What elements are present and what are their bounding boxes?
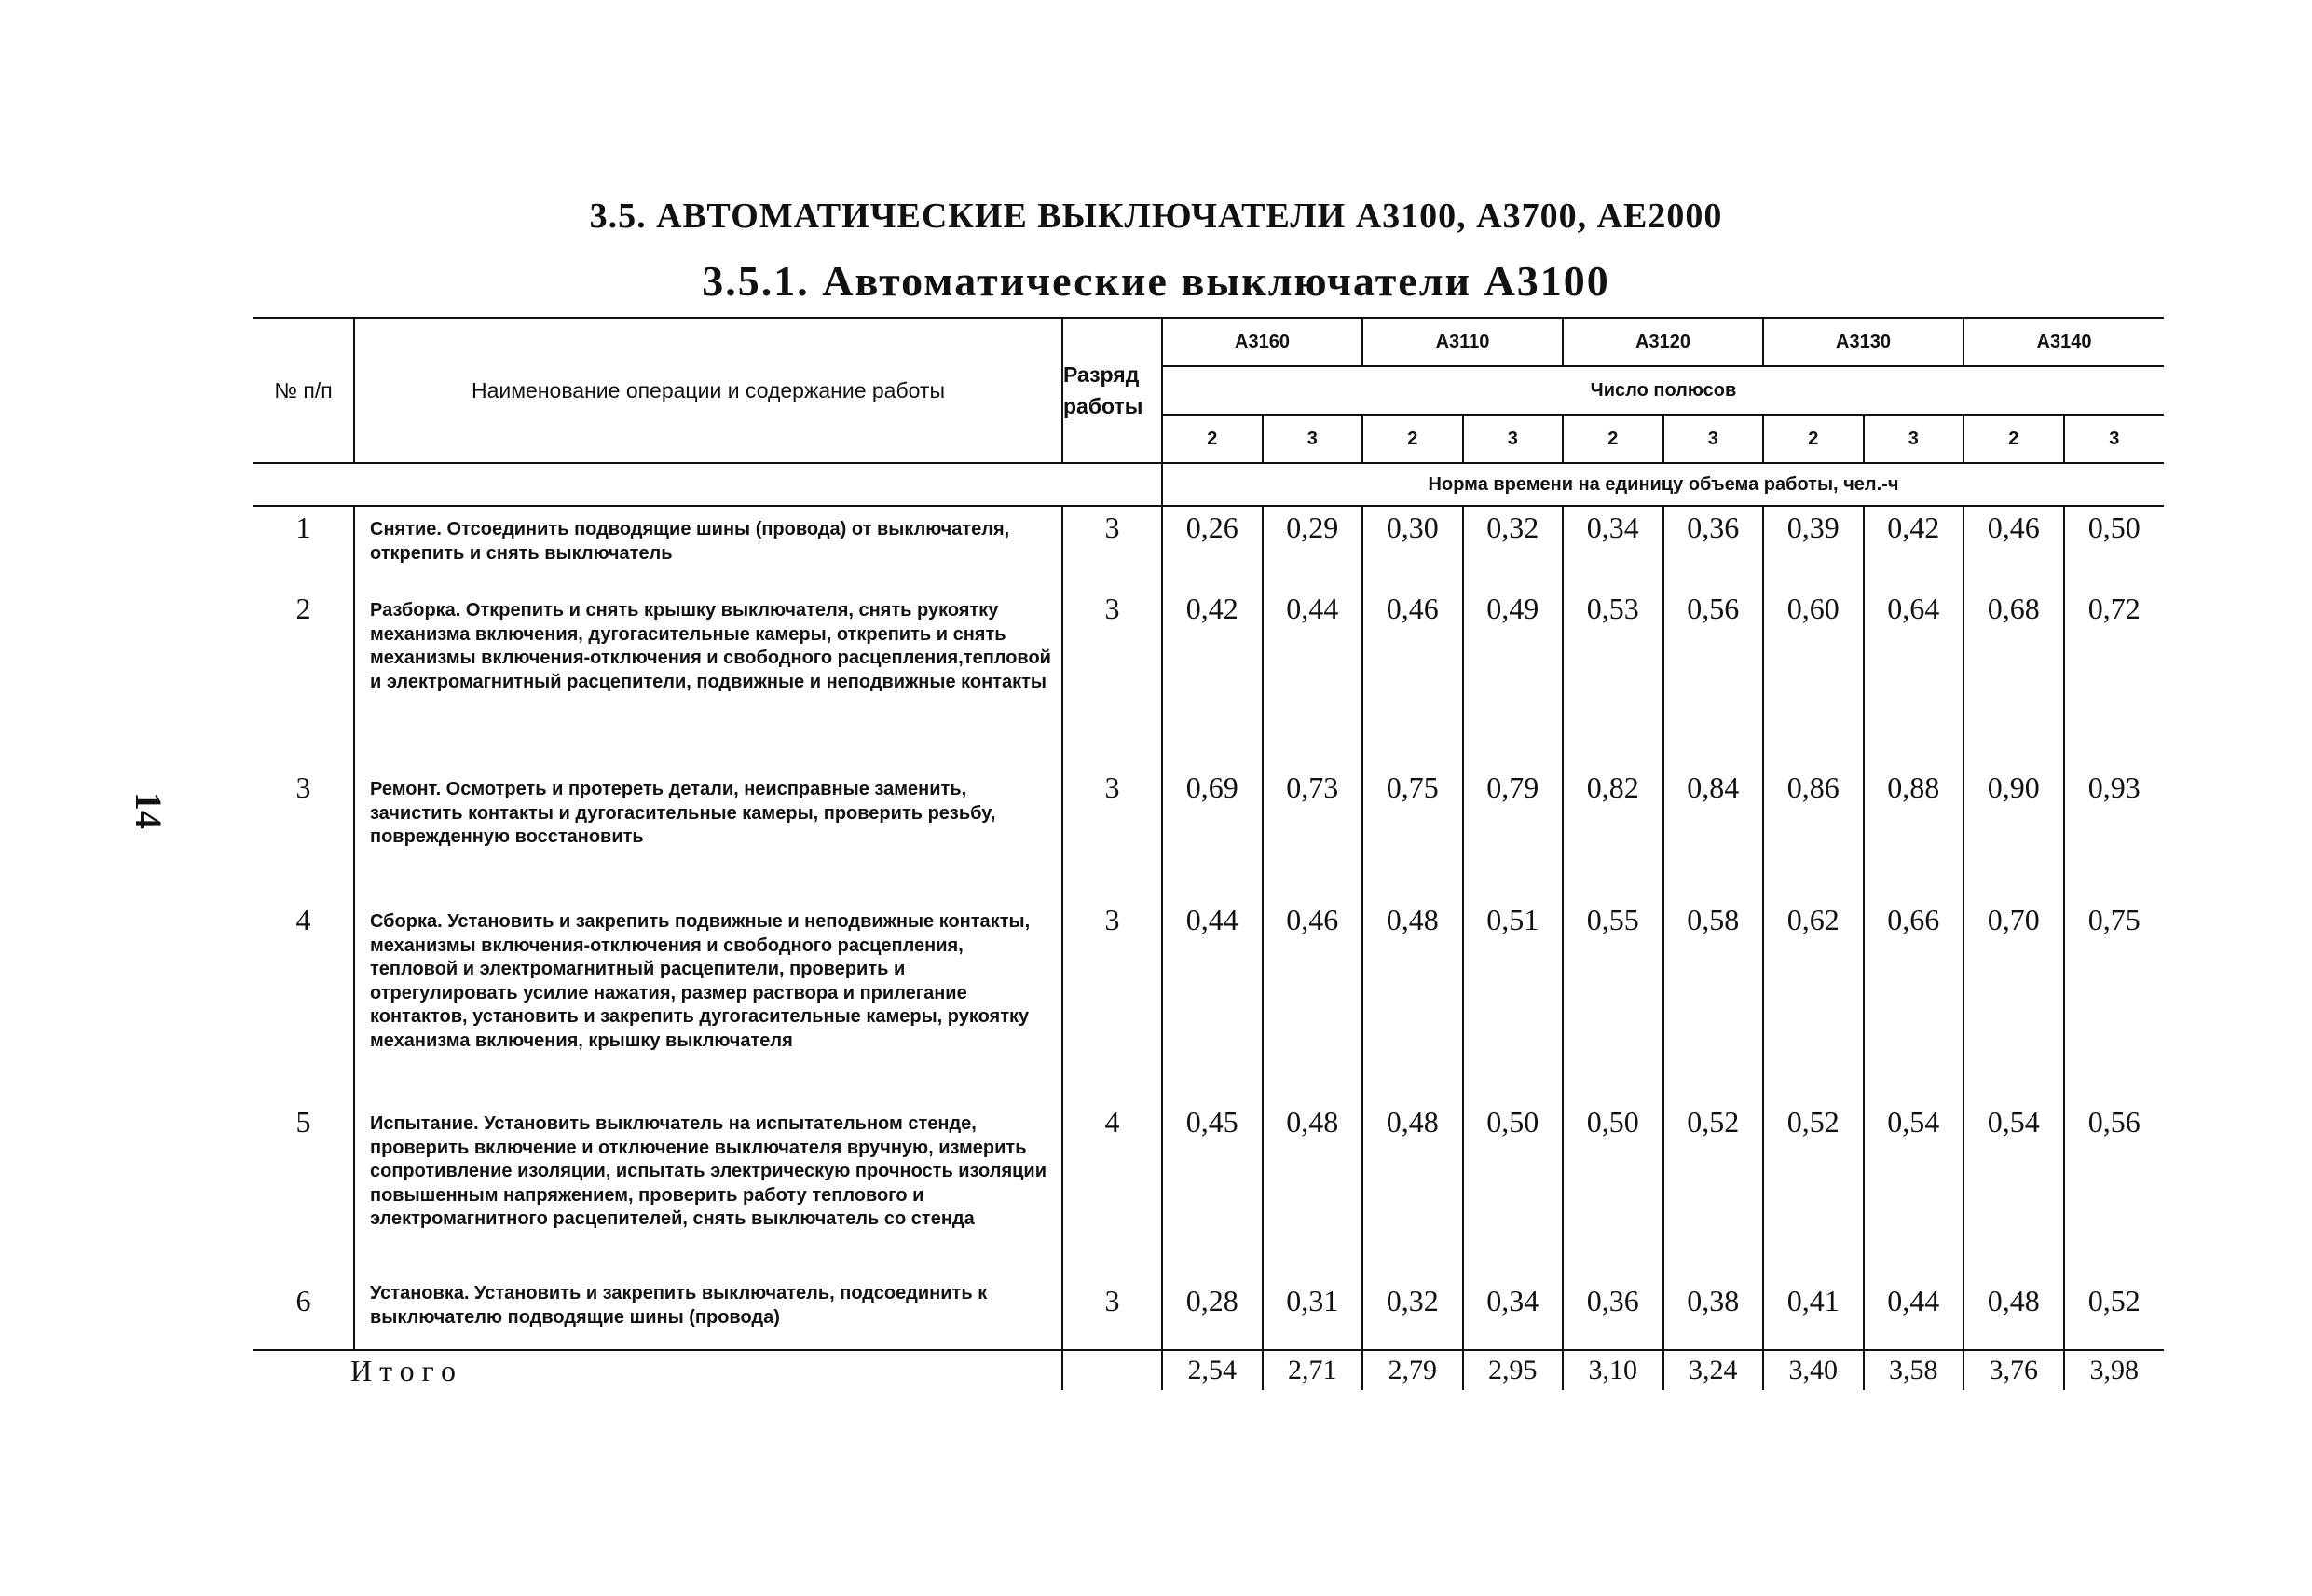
norm-value: 0,60: [1763, 588, 1864, 767]
poles-header: Число полюсов: [1162, 366, 2164, 415]
norm-value: 0,90: [1963, 767, 2064, 899]
norm-value: 0,42: [1864, 506, 1964, 588]
work-grade: 4: [1062, 1101, 1162, 1280]
norm-value: 0,73: [1263, 767, 1363, 899]
norm-value: 0,39: [1763, 506, 1864, 588]
norm-value: 0,55: [1563, 899, 1663, 1101]
norm-value: 0,36: [1563, 1280, 1663, 1350]
poles-count: 3: [1663, 415, 1764, 463]
norm-value: 0,56: [2064, 1101, 2165, 1280]
work-grade: 3: [1062, 767, 1162, 899]
norm-value: 0,48: [1362, 1101, 1463, 1280]
norm-value: 0,70: [1963, 899, 2064, 1101]
norm-value: 0,26: [1162, 506, 1263, 588]
norm-value: 0,29: [1263, 506, 1363, 588]
total-value: 3,10: [1563, 1350, 1663, 1390]
total-value: 2,95: [1463, 1350, 1564, 1390]
norm-value: 0,79: [1463, 767, 1564, 899]
norm-value: 0,50: [2064, 506, 2165, 588]
table-row: [253, 767, 2164, 899]
operation-description: Ремонт. Осмотреть и протереть детали, неисправные заменить, зачистить контакты и дугогасительные камеры, проверить резьбу, поврежденную восстановить: [354, 767, 1062, 899]
breaker-header: А3110: [1362, 318, 1563, 366]
operation-description: Снятие. Отсоединить подводящие шины (провода) от выключателя, открепить и снять выключатель: [354, 506, 1062, 588]
norm-value: 0,52: [1763, 1101, 1864, 1280]
norm-value: 0,31: [1263, 1280, 1363, 1350]
total-grade-cell: [1062, 1350, 1162, 1390]
poles-count: 3: [1864, 415, 1964, 463]
header-spacer: [253, 463, 1162, 506]
row-number: 3: [253, 767, 354, 899]
page-number: 14: [128, 792, 171, 829]
norm-value: 0,44: [1263, 588, 1363, 767]
norm-value: 0,56: [1663, 588, 1764, 767]
norm-value: 0,38: [1663, 1280, 1764, 1350]
norm-value: 0,75: [1362, 767, 1463, 899]
norm-value: 0,34: [1563, 506, 1663, 588]
norm-value: 0,62: [1763, 899, 1864, 1101]
poles-count: 2: [1963, 415, 2064, 463]
work-grade: 3: [1062, 1280, 1162, 1350]
column-header-number: № п/п: [253, 318, 354, 463]
operation-description: Разборка. Открепить и снять крышку выключателя, снять рукоятку механизма включения, дугогасительные камеры, открепить и снять механизмы включения-отключения и свободного расцепления,тепловой и электромагнитный расцепители, подвижные и неподвижные контакты: [354, 588, 1062, 767]
norm-value: 0,53: [1563, 588, 1663, 767]
total-value: 3,76: [1963, 1350, 2064, 1390]
time-norms-table: [253, 317, 2164, 1390]
norm-value: 0,48: [1963, 1280, 2064, 1350]
row-number: 2: [253, 588, 354, 767]
total-value: 2,54: [1162, 1350, 1263, 1390]
work-grade: 3: [1062, 588, 1162, 767]
column-header-grade: Разряд работы: [1062, 318, 1162, 463]
total-label: Итого: [253, 1350, 1062, 1390]
norm-value: 0,50: [1563, 1101, 1663, 1280]
norm-value: 0,28: [1162, 1280, 1263, 1350]
poles-count: 3: [1263, 415, 1363, 463]
norm-value: 0,46: [1963, 506, 2064, 588]
norm-value: 0,50: [1463, 1101, 1564, 1280]
norm-value: 0,86: [1763, 767, 1864, 899]
norm-value: 0,54: [1864, 1101, 1964, 1280]
breaker-header: А3160: [1162, 318, 1362, 366]
norm-value: 0,34: [1463, 1280, 1564, 1350]
total-value: 3,40: [1763, 1350, 1864, 1390]
norm-value: 0,36: [1663, 506, 1764, 588]
operation-description: Испытание. Установить выключатель на испытательном стенде, проверить включение и отключение выключателя вручную, измерить сопротивление изоляции, испытать электрическую прочность изоляции повышенным напряжением, проверить работу теплового и электромагнитного расцепителей, снять выключатель со стенда: [354, 1101, 1062, 1280]
norm-value: 0,58: [1663, 899, 1764, 1101]
breaker-header: А3140: [1963, 318, 2164, 366]
breaker-header: А3120: [1563, 318, 1763, 366]
norm-value: 0,93: [2064, 767, 2165, 899]
norm-value: 0,69: [1162, 767, 1263, 899]
norm-value: 0,84: [1663, 767, 1764, 899]
norm-value: 0,88: [1864, 767, 1964, 899]
norm-value: 0,51: [1463, 899, 1564, 1101]
norm-value: 0,42: [1162, 588, 1263, 767]
section-title: 3.5. АВТОМАТИЧЕСКИЕ ВЫКЛЮЧАТЕЛИ А3100, А3700, АЕ2000: [589, 197, 1723, 236]
table-row: [253, 1280, 2164, 1350]
norm-value: 0,46: [1263, 899, 1363, 1101]
table-row: [253, 588, 2164, 767]
norm-value: 0,75: [2064, 899, 2165, 1101]
norm-value: 0,82: [1563, 767, 1663, 899]
norm-value: 0,41: [1763, 1280, 1864, 1350]
norm-value: 0,54: [1963, 1101, 2064, 1280]
norm-value: 0,66: [1864, 899, 1964, 1101]
operation-description: Сборка. Установить и закрепить подвижные и неподвижные контакты, механизмы включения-отключения и свободного расцепления, тепловой и электромагнитный расцепители, проверить и отрегулировать усилие нажатия, размер раствора и прилегание контактов, установить и закрепить дугогасительные камеры, рукоятку механизма включения, крышку выключателя: [354, 899, 1062, 1101]
total-value: 3,98: [2064, 1350, 2165, 1390]
poles-count: 2: [1362, 415, 1463, 463]
total-row: [253, 1350, 2164, 1390]
work-grade: 3: [1062, 899, 1162, 1101]
poles-count: 2: [1763, 415, 1864, 463]
norm-value: 0,48: [1263, 1101, 1363, 1280]
norm-value: 0,32: [1463, 506, 1564, 588]
row-number: 5: [253, 1101, 354, 1280]
norm-value: 0,48: [1362, 899, 1463, 1101]
norm-value: 0,52: [2064, 1280, 2165, 1350]
norm-value: 0,49: [1463, 588, 1564, 767]
row-number: 1: [253, 506, 354, 588]
norm-value: 0,46: [1362, 588, 1463, 767]
poles-count: 3: [1463, 415, 1564, 463]
norm-value: 0,30: [1362, 506, 1463, 588]
norm-value: 0,45: [1162, 1101, 1263, 1280]
norm-value: 0,68: [1963, 588, 2064, 767]
row-number: 6: [253, 1280, 354, 1350]
operation-description: Установка. Установить и закрепить выключатель, подсоединить к выключателю подводящие шины (провода): [354, 1280, 1062, 1350]
norm-value: 0,52: [1663, 1101, 1764, 1280]
norm-value: 0,64: [1864, 588, 1964, 767]
table-row: [253, 506, 2164, 588]
poles-count: 2: [1162, 415, 1263, 463]
poles-count: 2: [1563, 415, 1663, 463]
total-value: 3,58: [1864, 1350, 1964, 1390]
norm-header: Норма времени на единицу объема работы, чел.-ч: [1162, 463, 2164, 506]
total-value: 2,71: [1263, 1350, 1363, 1390]
table-row: [253, 1101, 2164, 1280]
poles-count: 3: [2064, 415, 2165, 463]
subsection-title: 3.5.1. Автоматические выключатели А3100: [702, 257, 1610, 305]
column-header-operation: Наименование операции и содержание работы: [354, 318, 1062, 463]
work-grade: 3: [1062, 506, 1162, 588]
total-value: 3,24: [1663, 1350, 1764, 1390]
total-value: 2,79: [1362, 1350, 1463, 1390]
norm-value: 0,72: [2064, 588, 2165, 767]
norm-value: 0,44: [1162, 899, 1263, 1101]
breaker-header: А3130: [1763, 318, 1963, 366]
norm-value: 0,32: [1362, 1280, 1463, 1350]
row-number: 4: [253, 899, 354, 1101]
table-row: [253, 899, 2164, 1101]
norm-value: 0,44: [1864, 1280, 1964, 1350]
